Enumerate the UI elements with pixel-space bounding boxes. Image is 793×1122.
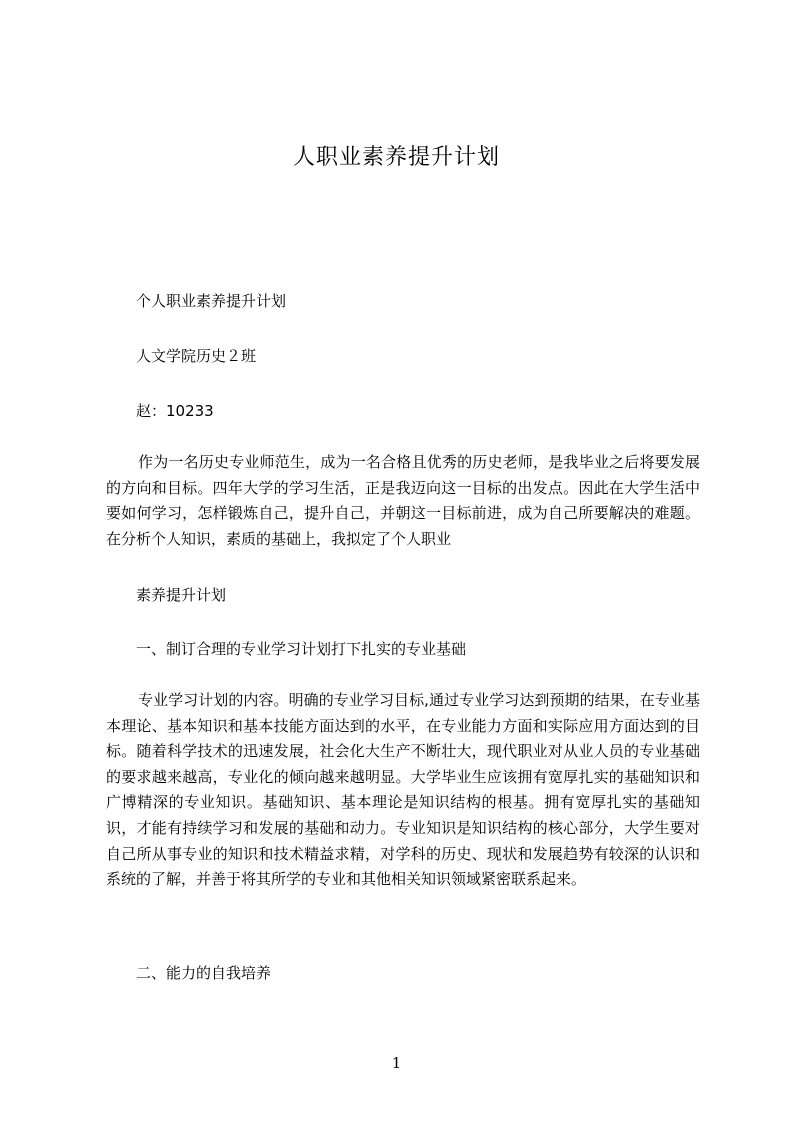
section-1-paragraph: 专业学习计划的内容。明确的专业学习目标,通过专业学习达到预期的结果，在专业基本理论、基本知识和基本技能方面达到的水平，在专业能力方面和实际应用方面达到的目标。随着科学技术的迅速发展，社会化大生产不断壮大，现代职业对从业人员的专业基础的要求越来越高，专业化的倾向越来越明显。大学毕业生应该拥有宽厚扎实的基础知识和广博精深的专业知识。基础知识、基本理论是知识结构的根基。拥有宽厚扎实的基础知识，才能有持续学习和发展的基础和动力。专业知识是知识结构的核心部分，大学生要对自己所从事专业的知识和技术精益求精，对学科的历史、现状和发展趋势有较深的认识和系统的了解，并善于将其所学的专业和其他相关知识领域紧密联系起来。 bbox=[106, 691, 700, 889]
document-subtitle: 个人职业素养提升计划 bbox=[136, 292, 287, 310]
section-1-heading: 一、制订合理的专业学习计划打下扎实的专业基础 bbox=[136, 640, 467, 658]
intro-continuation: 素养提升计划 bbox=[136, 586, 227, 604]
author-line: 赵：10233 bbox=[136, 402, 214, 420]
page-number: 1 bbox=[391, 1054, 402, 1072]
intro-paragraph: 作为一名历史专业师范生，成为一名合格且优秀的历史老师，是我毕业之后将要发展的方向和目标。四年大学的学习生活，正是我迈向这一目标的出发点。因此在大学生活中要如何学习，怎样锻炼自己，提升自己，并朝这一目标前进，成为自己所要解决的难题。在分析个人知识，素质的基础上，我拟定了个人职业 bbox=[106, 453, 700, 548]
class-info: 人文学院历史２班 bbox=[136, 347, 257, 365]
section-2-heading: 二、能力的自我培养 bbox=[136, 964, 272, 982]
document-title: 人职业素养提升计划 bbox=[292, 145, 500, 170]
